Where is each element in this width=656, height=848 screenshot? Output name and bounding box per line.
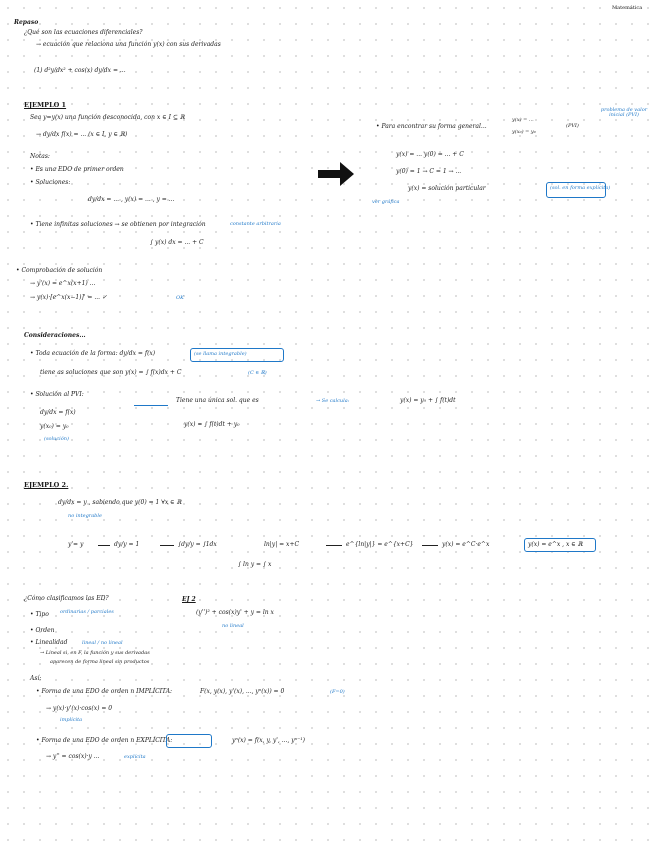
intro-line-2: → ecuación que relaciona una función y(x) con sus derivadas	[36, 41, 221, 48]
consider-line-1-note: (se llama integrable)	[194, 351, 247, 357]
example2-chain-c: ∫dy/y = ∫1dx	[178, 541, 217, 548]
classify-line-5: aparecen de forma lineal sin productos	[50, 659, 150, 665]
example2-under: ∫ ln y = ∫ x	[238, 561, 272, 568]
consider-mid-blue: → Se calcula:	[316, 398, 350, 404]
classify-example-formula: (y'')² + cos(x)y' + y = ln x	[196, 609, 274, 616]
example2-chain-b: dy/y = 1	[114, 541, 140, 548]
example2-arrow-1	[98, 545, 110, 546]
orders-implicit-note: (F=0)	[330, 689, 345, 695]
example2-result: y(x) = e^x , x ∈ ℝ	[528, 541, 583, 548]
consider-mid-text: Tiene una única sol. que es	[176, 397, 259, 404]
orders-implicit-example: → y(x)·y'(x)·cos(x) = 0	[46, 705, 113, 712]
classify-heading: ¿Cómo clasificamos las ED?	[24, 595, 109, 602]
example1-line-2: → dy/dx f(x) = ... (x ∈ I, y ∈ ℝ)	[36, 131, 128, 138]
example2-chain-a: y'= y	[68, 541, 84, 548]
check-line-1: → y'(x) = e^x(x+1) ...	[30, 280, 96, 287]
right-blue-note: (sol. en forma explícita)	[550, 185, 611, 191]
classify-line-4: → Lineal si, en F, la función y sus derivadas	[40, 650, 150, 656]
orders-implicit: • Forma de una EDO de orden n IMPLÍCITA:	[36, 688, 173, 695]
example1-more-blue: constante arbitraria	[230, 221, 281, 227]
pvi-note: (solución)	[44, 436, 69, 442]
orders-implicit-example-note: implícita	[60, 717, 83, 723]
example1-note-c: • Soluciones:	[30, 179, 71, 186]
orders-explicit-example: → y'' = cos(x)·y ...	[46, 753, 100, 760]
right-system-2: y(x₀) = y₀	[512, 129, 536, 135]
consider-solution: y(x) = ∫ f(t)dt + y₀	[184, 421, 240, 428]
example1-solutions: dy/dx = ... , y(x) = ... , y = ...	[88, 196, 175, 203]
consider-note-box	[190, 348, 284, 362]
right-system-1: y(x) = ...	[512, 117, 534, 123]
page-corner-label: Matemática	[612, 5, 643, 11]
page-title: Repaso	[14, 19, 39, 26]
check-ok: OK	[176, 295, 184, 301]
classify-linearity: • Linealidad	[30, 639, 68, 646]
right-line-1: y(x) = ... y(0) = ... + C	[396, 151, 464, 158]
consider-line-3: • Solución al PVI:	[30, 391, 84, 398]
classify-type-note: ordinarias / parciales	[60, 609, 114, 615]
pvi-arrow	[134, 405, 168, 406]
consider-line-1: • Toda ecuación de la forma: dy/dx = f(x)	[30, 350, 156, 357]
example2-line-1-note: no integrable	[68, 513, 102, 519]
example1-heading: EJEMPLO 1	[24, 101, 67, 109]
check-line-2: → y(x)·[e^x(x−1)]' = ... ✓	[30, 294, 107, 301]
pvi-equation-1: dy/dx = f(x)	[40, 409, 76, 416]
right-side-note: problema de valor inicial (PVI)	[600, 107, 648, 118]
right-blue-note-box	[546, 182, 606, 198]
intro-equation: (1) d²y/dx² + cos(x) dy/dx = ...	[34, 67, 126, 74]
orders-explicit-box	[166, 734, 212, 748]
classify-linearity-note: lineal / no lineal	[82, 640, 123, 646]
example1-integral: ∫ y(x) dx = ... + C	[150, 239, 204, 246]
example2-arrow-3	[326, 545, 342, 546]
right-line-3: y(x) = solución particular	[408, 185, 486, 192]
example2-arrow-4	[422, 545, 438, 546]
right-margin-note: ver gráfica	[372, 199, 400, 205]
classify-example-label: EJ 2	[182, 596, 196, 603]
right-system-3: (PVI)	[566, 123, 579, 129]
consider-line-2: tiene as soluciones que son y(x) = ∫ f(x)dx + C	[40, 369, 182, 376]
example2-heading: EJEMPLO 2.	[24, 481, 69, 489]
consider-line-2-note: (C ∈ ℝ)	[248, 370, 267, 376]
example2-line-1: dy/dx = y , sabiendo que y(0) = 1 ∀x ∈ ℝ	[58, 499, 182, 506]
orders-explicit-formula: yⁿ(x) = f(x, y, y', ..., yⁿ⁻¹)	[232, 737, 306, 744]
classify-example-note: no lineal	[222, 623, 244, 629]
right-block-title: • Para encontrar su forma general...	[376, 123, 487, 130]
example1-line-1: Sea y=y(x) una función desconocida, con x ∈ I ⊆ ℝ	[30, 114, 185, 121]
example1-notes: Notas:	[30, 153, 50, 160]
orders-heading: Así:	[30, 675, 42, 682]
intro-line-1: ¿Qué son las ecuaciones diferenciales?	[24, 29, 143, 36]
example1-note-b: • Es una EDO de primer orden	[30, 166, 124, 173]
consider-heading: Consideraciones...	[24, 332, 86, 339]
classify-type: • Tipo	[30, 611, 49, 618]
example1-more: • Tiene infinitas soluciones → se obtienen por integración	[30, 221, 206, 228]
check-heading: • Comprobación de solución	[16, 267, 103, 274]
orders-explicit-example-note: explícita	[124, 754, 146, 760]
example2-chain-d: ln|y| = x+C	[264, 541, 300, 548]
consider-right-text: y(x) = y₀ + ∫ f(t)dt	[400, 397, 456, 404]
example2-arrow-2	[160, 545, 174, 546]
orders-implicit-formula: F(x, y(x), y'(x), ..., yⁿ(x)) = 0	[200, 688, 285, 695]
classify-order: • Orden	[30, 627, 55, 634]
right-line-2: y(0) = 1 → C = 1 → ...	[396, 168, 462, 175]
example2-chain-f: y(x) = e^C·e^x	[442, 541, 490, 548]
example2-chain-e: e^{ln|y|} = e^{x+C}	[346, 541, 414, 548]
pvi-equation-2: y(x₀) = y₀	[40, 423, 69, 430]
orders-explicit: • Forma de una EDO de orden n EXPLÍCITA:	[36, 737, 173, 744]
